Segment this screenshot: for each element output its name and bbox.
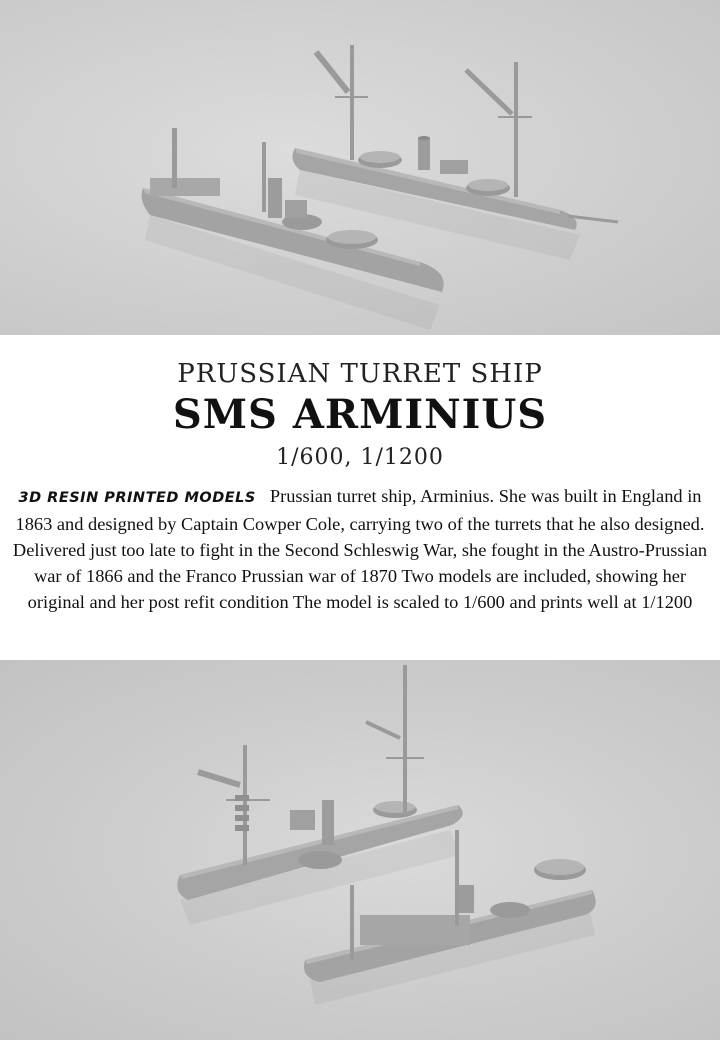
page-subtitle: PRUSSIAN TURRET SHIP bbox=[177, 359, 543, 389]
top-render-image bbox=[0, 0, 720, 335]
scale-info: 1/600, 1/1200 bbox=[276, 445, 444, 470]
bottom-ship-models bbox=[0, 660, 720, 1040]
page-title: SMS ARMINIUS bbox=[172, 391, 548, 438]
top-ship-models bbox=[0, 0, 720, 335]
description-paragraph bbox=[12, 483, 708, 615]
description-panel bbox=[0, 335, 720, 660]
bottom-render-image bbox=[0, 660, 720, 1040]
description-text: Prussian turret ship, Arminius. She was built in England in 1863 and designed by Captain Cowper Cole, carrying two of the turrets that he also designed. Delivered just too late to fight in the Second Schleswig War, she fought in the Austro-Prussian war of 1866 and the Franco Prussian war of 1870 Two models are included, showing her original and her post refit condition The model is scaled to 1/600 and prints well at 1/1200 bbox=[12, 486, 708, 612]
resin-models-tag: 3D RESIN PRINTED MODELS bbox=[18, 490, 256, 506]
